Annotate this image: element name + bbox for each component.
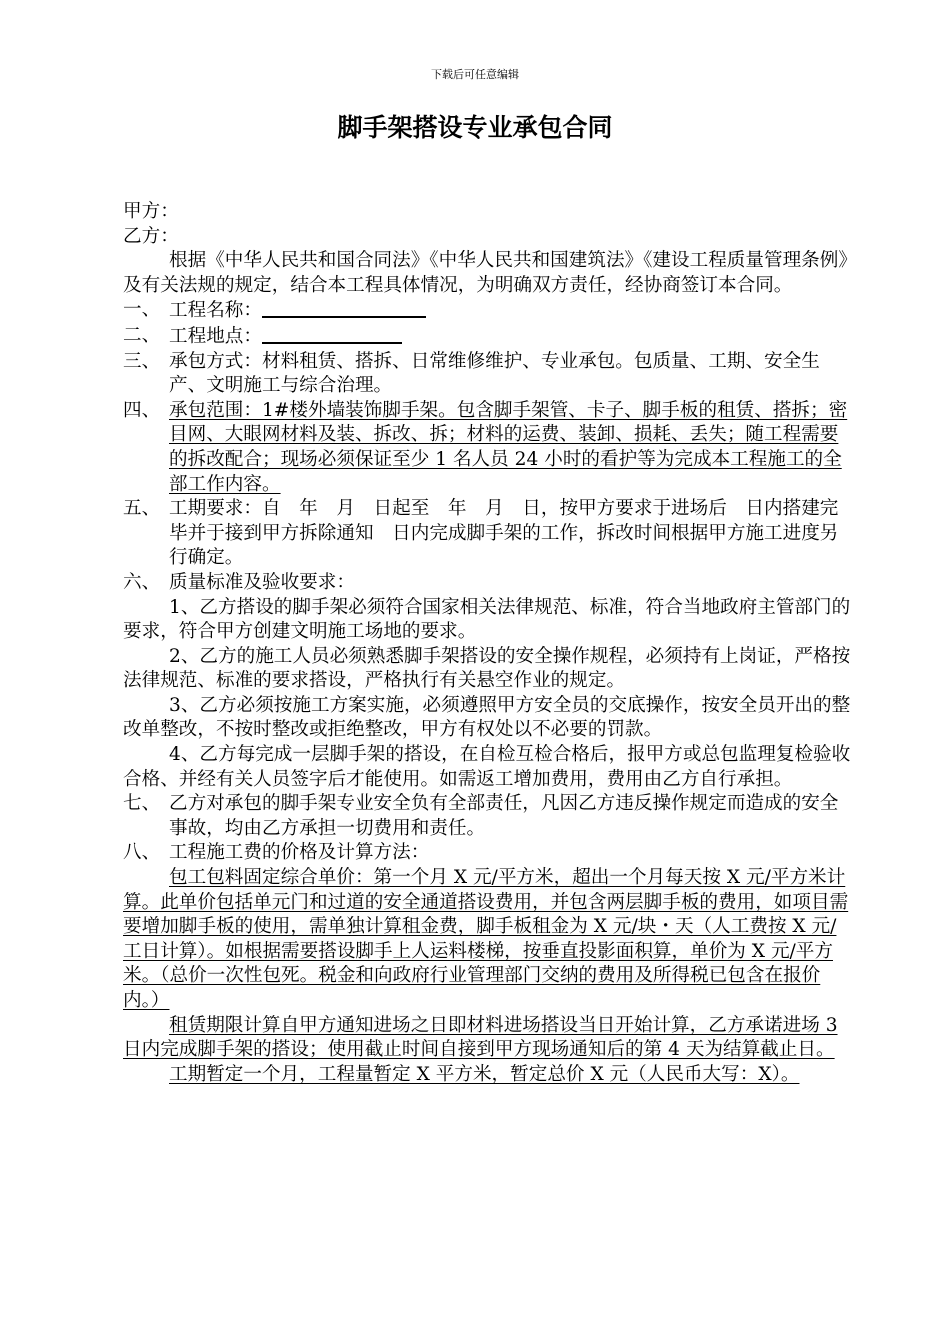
item-text: 质量标准及验收要求： <box>169 571 355 593</box>
item-number: 一、 <box>123 299 161 321</box>
item-number: 二、 <box>123 324 161 346</box>
item-schedule <box>123 497 851 571</box>
document-body <box>123 200 851 1087</box>
item-number: 五、 <box>123 498 161 520</box>
item-pricing <box>123 841 851 866</box>
fill-in-blank <box>262 298 426 318</box>
item-number: 八、 <box>123 842 161 864</box>
item-label: 工程名称： <box>169 300 262 322</box>
item-project-name <box>123 298 851 324</box>
item-number: 七、 <box>123 793 161 815</box>
item-label: 工程地点： <box>169 325 262 347</box>
document-title: 脚手架搭设专业承包合同 <box>337 113 613 142</box>
party-b: 乙方： <box>123 225 179 247</box>
item-text: 承包方式：材料租赁、搭拆、日常维修维护、专业承包。包质量、工期、安全生产、文明施工与综合治理。 <box>169 350 820 397</box>
quality-clause-4: 4、乙方每完成一层脚手架的搭设，在自检互检合格后，报甲方或总包监理复检验收合格、并经有关人员签字后才能使用。如需返工增加费用，费用由乙方自行承担。 <box>123 744 851 790</box>
page-header-note: 下载后可任意编辑 <box>431 68 519 81</box>
pricing-paragraph-3: 工期暂定一个月，工程量暂定 X 平方米，暂定总价 X 元（人民币大写：X）。 <box>169 1063 800 1085</box>
item-text: 工期要求：自 年 月 日起至 年 月 日，按甲方要求于进场后 日内搭建完毕并于接到甲方拆除通知 日内完成脚手架的工作，拆改时间根据甲方施工进度另行确定。 <box>169 498 839 569</box>
quality-clause-3: 3、乙方必须按施工方案实施，必须遵照甲方安全员的交底操作，按安全员开出的整改单整改，不按时整改或拒绝整改，甲方有权处以不必要的罚款。 <box>123 694 851 741</box>
item-quality <box>123 571 851 596</box>
pricing-paragraph-1: 包工包料固定综合单价：第一个月 X 元/平方米，超出一个月每天按 X 元/平方米计算。此单价包括单元门和过道的安全通道搭设费用，并包含两层脚手板的费用，如项目需要增加脚手板的使用，需单独计算租金费，脚手板租金为 X 元/块・天（人工费按 X 元/工日计算）。如根据需要搭设脚手上人运料楼梯，按垂直投影面积算，单价为 X 元/平方米。（总价一次性包死。税金和向政府行业管理部门交纳的费用及所得税已包含在报价内。） <box>123 867 849 1011</box>
item-number: 六、 <box>123 571 161 593</box>
item-number: 四、 <box>123 399 161 421</box>
item-contract-scope <box>123 399 851 497</box>
item-safety <box>123 792 851 841</box>
fill-in-blank <box>262 324 402 344</box>
quality-clause-2: 2、乙方的施工人员必须熟悉脚手架搭设的安全操作规程，必须持有上岗证，严格按法律规范、标准的要求搭设，严格执行有关悬空作业的规定。 <box>123 645 851 692</box>
item-text: 承包范围：1#楼外墙装饰脚手架。包含脚手架管、卡子、脚手板的租赁、搭拆；密目网、大眼网材料及装、拆改、拆；材料的运费、装卸、损耗、丢失；随工程需要的拆改配合；现场必须保证至少 1 名人员 24 小时的看护等为完成本工程施工的全部工作内容。 <box>169 399 848 495</box>
pricing-paragraph-2: 租赁期限计算自甲方通知进场之日即材料进场搭设当日开始计算，乙方承诺进场 3 日内完成脚手架的搭设；使用截止时间自接到甲方现场通知后的第 4 天为结算截止日。 <box>123 1014 838 1061</box>
item-project-location <box>123 324 851 350</box>
preamble: 根据《中华人民共和国合同法》《中华人民共和国建筑法》《建设工程质量管理条例》及有关法规的规定，结合本工程具体情况，为明确双方责任，经协商签订本合同。 <box>123 250 848 296</box>
party-a: 甲方： <box>123 201 179 222</box>
item-text: 工程施工费的价格及计算方法： <box>169 842 430 864</box>
item-text: 乙方对承包的脚手架专业安全负有全部责任，凡因乙方违反操作规定而造成的安全事故，均由乙方承担一切费用和责任。 <box>169 793 839 839</box>
item-contract-method <box>123 350 851 399</box>
item-number: 三、 <box>123 350 161 372</box>
quality-clause-1: 1、乙方搭设的脚手架必须符合国家相关法律规范、标准，符合当地政府主管部门的要求，符合甲方创建文明施工场地的要求。 <box>123 596 851 643</box>
